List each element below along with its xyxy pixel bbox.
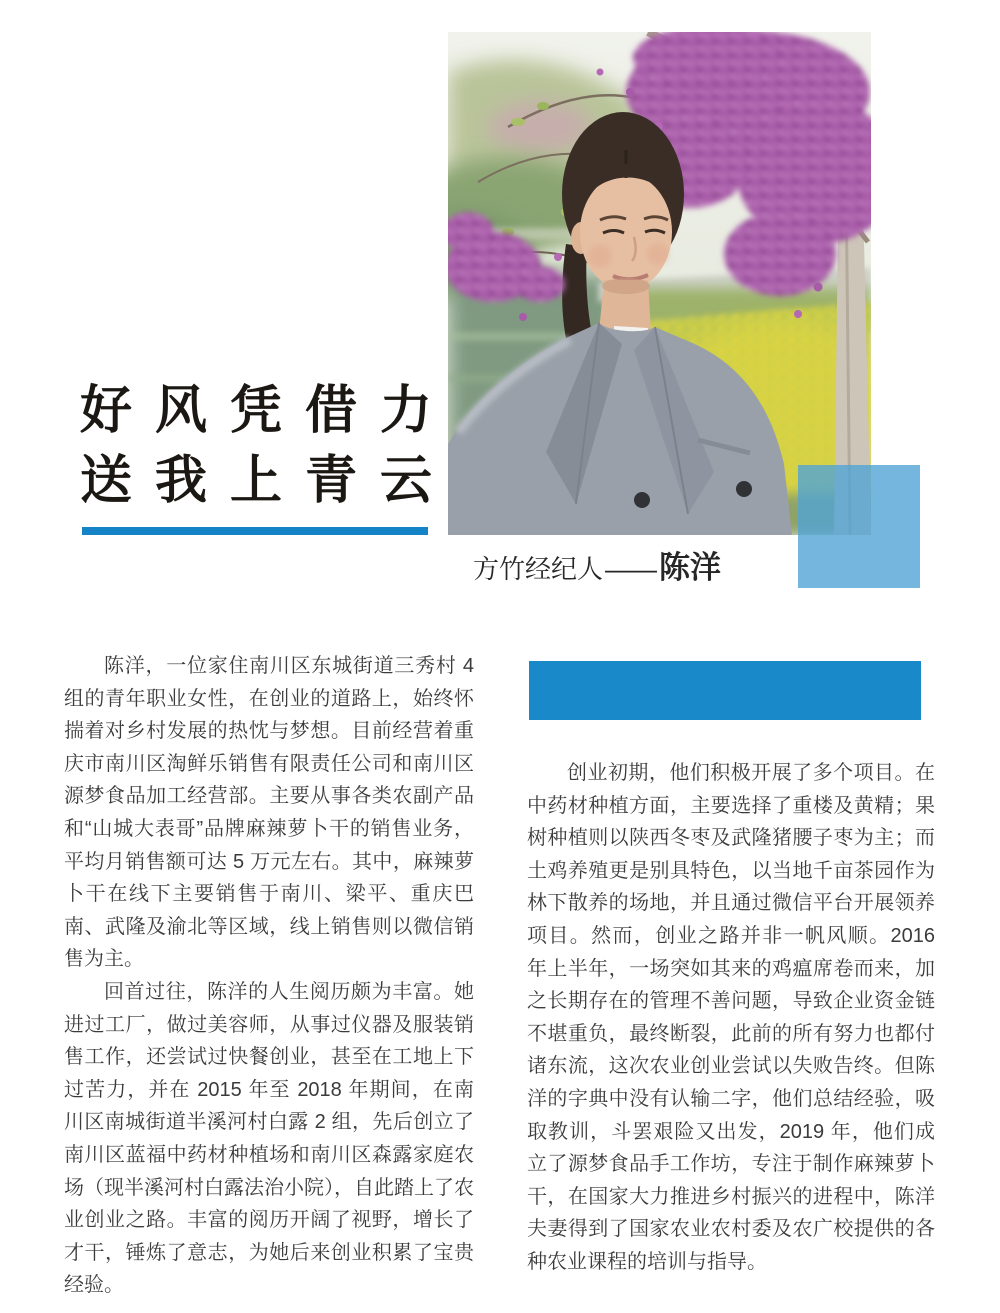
caption-dash: ——	[605, 554, 658, 584]
caption-name: 陈洋	[659, 550, 722, 585]
title-underline	[82, 527, 428, 535]
caption-role-text: 方竹经纪人	[473, 554, 604, 584]
accent-square	[798, 465, 920, 588]
portrait-photo-art	[448, 32, 871, 535]
left-paragraph-2: 回首过往，陈洋的人生阅历颇为丰富。她进过工厂，做过美容师，从事过仪器及服装销售工作，还尝试过快餐创业，甚至在工地上下过苦力，并在 2015 年至 2018 年期间，在南川区南城街道半溪河村白露 2 组，先后创立了南川区蓝福中药材种植场和南川区森露家庭农场（现半溪河村白露法治小院），自此踏上了农业创业之路。丰富的阅历开阔了视野，增长了才干，锤炼了意志，为她后来创业积累了宝贵经验。	[64, 980, 474, 1297]
left-column	[64, 650, 474, 1302]
left-paragraph-1: 陈洋，一位家住南川区东城街道三秀村 4 组的青年职业女性，在创业的道路上，始终怀揣着对乡村发展的热忱与梦想。目前经营着重庆市南川区淘鲜乐销售有限责任公司和南川区源梦食品加工经营部。主要从事各类农副产品和“山城大表哥”品牌麻辣萝卜干的销售业务，平均月销售额可达 5 万元左右。其中，麻辣萝卜干在线下主要销售于南川、梁平、重庆巴南、武隆及渝北等区域，线上销售则以微信销售为主。	[64, 655, 474, 971]
title-line-1: 好风凭借力	[80, 383, 432, 440]
portrait-photo	[448, 32, 871, 535]
right-column	[527, 757, 935, 1279]
right-paragraph-1: 创业初期，他们积极开展了多个项目。在中药材种植方面，主要选择了重楼及黄精；果树种植则以陕西冬枣及武隆猪腰子枣为主；而土鸡养殖更是别具特色，以当地千亩茶园作为林下散养的场地，并且通过微信平台开展领养项目。然而，创业之路并非一帆风顺。2016 年上半年，一场突如其来的鸡瘟席卷而来，加之长期存在的管理不善问题，导致企业资金链不堪重负，最终断裂，此前的所有努力也都付诸东流，这次农业创业尝试以失败告终。但陈洋的字典中没有认输二字，他们总结经验，吸取教训，斗罢艰险又出发，2019 年，他们成立了源梦食品手工作坊，专注于制作麻辣萝卜干，在国家大力推进乡村振兴的进程中，陈洋夫妻得到了国家农业农村委及农广校提供的各种农业课程的培训与指导。	[527, 762, 935, 1273]
title-line-2: 送我上青云	[80, 453, 432, 510]
calligraphy-title	[80, 377, 432, 517]
right-column-header-bar	[529, 661, 921, 720]
photo-caption	[473, 542, 721, 587]
